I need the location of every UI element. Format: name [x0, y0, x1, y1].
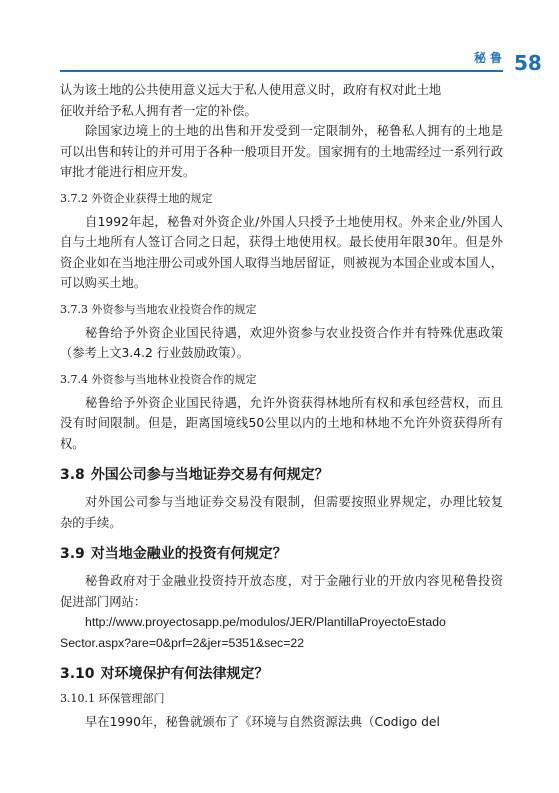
paragraph-3-7-3: 秘鲁给予外资企业国民待遇，欢迎外资参与农业投资合作并有特殊优惠政策（参考上文3.4.2 行业鼓励政策）。 — [60, 325, 503, 360]
section-number: 3.8 — [60, 467, 85, 483]
header-rule — [60, 70, 503, 72]
url-line[interactable]: http://www.proyectosapp.pe/modulos/JER/PlantillaProyectoEstado — [85, 615, 446, 629]
paragraph-3-9: 秘鲁政府对于金融业投资持开放态度，对于金融行业的开放内容见秘鲁投资促进部门网站： — [60, 574, 503, 609]
heading-3-7-2: 3.7.2 外资企业获得土地的规定 — [60, 191, 213, 205]
page-number: 58 — [514, 51, 542, 75]
paragraph-line: 征收并给予私人拥有者一定的补偿。 — [60, 103, 257, 118]
paragraph-land-sale: 除国家边境上的土地的出售和开发受到一定限制外，秘鲁私人拥有的土地是可以出售和转让的并可用于各种一般项目开发。国家拥有的土地需经过一系列行政审批才能进行相应开发。 — [60, 124, 503, 179]
heading-3-10 — [60, 665, 503, 683]
section-title: 对当地金融业的投资有何规定？ — [90, 546, 287, 562]
section-title: 外国公司参与当地证券交易有何规定？ — [90, 467, 329, 483]
page-content — [60, 80, 503, 733]
paragraph-3-7-2: 自1992年起，秘鲁对外资企业/外国人只授予土地使用权。外来企业/外国人自与土地所有人签订合同之日起，获得土地使用权。最长使用年限30年。但是外资企业如在当地注册公司或外国人取得当地居留证，则被视为本国企业或本国人，可以购买土地。 — [60, 214, 503, 290]
paragraph-3-8: 对外国公司参与当地证券交易没有限制，但需要按照业界规定，办理比较复杂的手续。 — [60, 495, 503, 530]
paragraph-3-10-1: 早在1990年，秘鲁就颁布了《环境与自然资源法典（Codigo del — [85, 715, 440, 729]
paragraph-continued — [60, 80, 503, 121]
header-section-label: 秘鲁 — [474, 51, 507, 65]
heading-3-7-4: 3.7.4 外资参与当地林业投资合作的规定 — [60, 372, 257, 386]
section-number: 3.10 — [60, 666, 95, 682]
paragraph-3-7-4: 秘鲁给予外资企业国民待遇，允许外资获得林地所有权和承包经营权，而且没有时间限制。但是，距离国境线50公里以内的土地和林地不允许外资获得所有权。 — [60, 395, 503, 451]
heading-3-9 — [60, 545, 503, 563]
section-title: 对环境保护有何法律规定？ — [100, 666, 269, 682]
section-number: 3.9 — [60, 546, 85, 562]
heading-3-7-3: 3.7.3 外资参与当地农业投资合作的规定 — [60, 302, 257, 316]
heading-3-10-1: 3.10.1 环保管理部门 — [60, 692, 165, 705]
url-line[interactable]: Sector.aspx?are=0&prf=2&jer=5351&sec=22 — [60, 635, 305, 650]
heading-3-8 — [60, 466, 503, 484]
paragraph-line: 认为该土地的公共使用意义远大于私人使用意义时，政府有权对此土地 — [60, 83, 442, 97]
investment-url[interactable] — [60, 612, 503, 653]
